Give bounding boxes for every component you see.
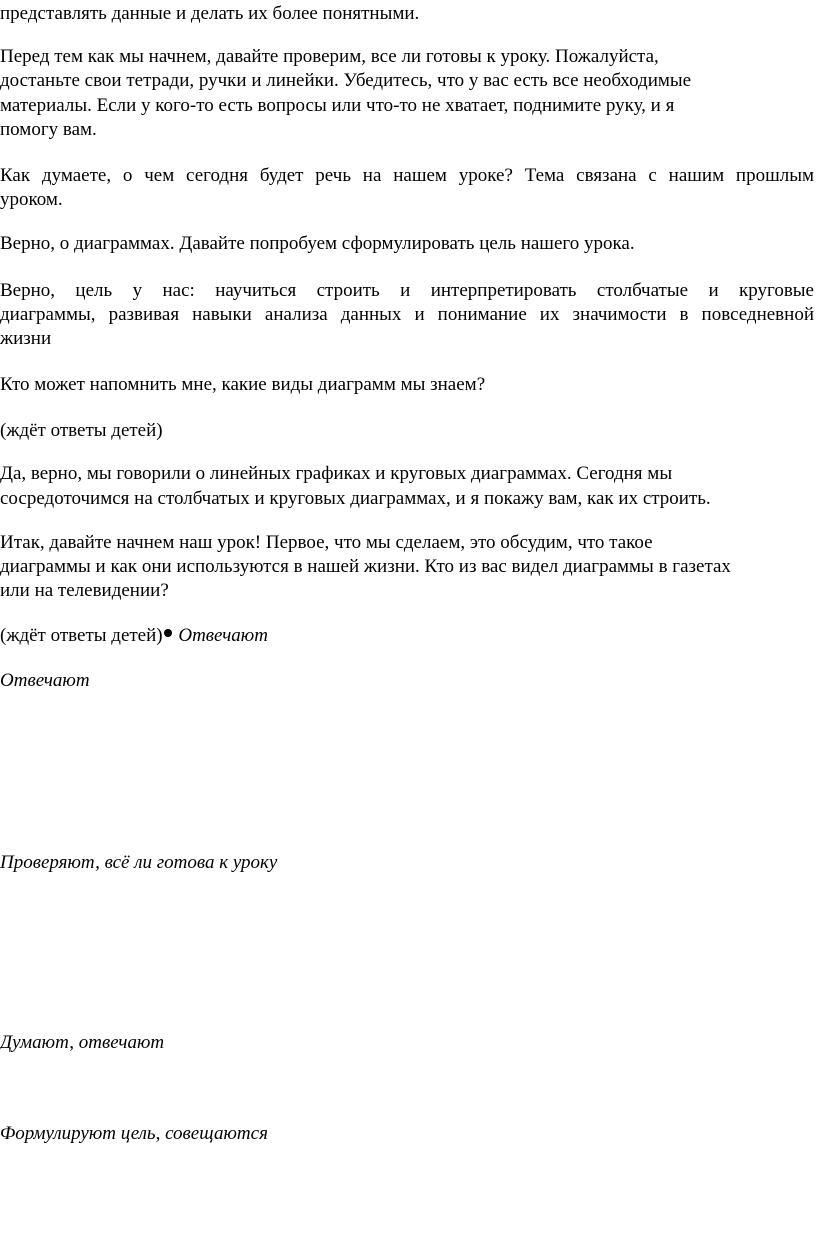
paragraph-line: Верно, цель у нас: научиться строить и интерпретировать столбчатые и круговые (0, 280, 814, 301)
paragraph-line: (ждёт ответы детей) (0, 420, 163, 441)
paragraph-line: достаньте свои тетради, ручки и линейки. Убедитесь, что у вас есть все необходимые (0, 70, 692, 91)
student-action: Проверяют, всё ли готова к уроку (0, 852, 278, 873)
paragraph-line: представлять данные и делать их более понятными. (0, 3, 420, 24)
paragraph-line: Перед тем как мы начнем, давайте проверим, все ли готовы к уроку. Пожалуйста, (0, 46, 659, 67)
teacher-note: (ждёт ответы детей) (0, 625, 163, 646)
paragraph-line: помогу вам. (0, 119, 97, 140)
student-action: Отвечают (0, 670, 90, 691)
student-action: Отвечают (178, 625, 268, 646)
paragraph-line: Как думаете, о чем сегодня будет речь на нашем уроке? Тема связана с нашим прошлым (0, 165, 814, 186)
paragraph-line: диаграммы и как они используются в нашей жизни. Кто из вас видел диаграммы в газетах (0, 556, 731, 577)
student-action: Формулируют цель, совещаются (0, 1123, 268, 1144)
paragraph-line: Верно, о диаграммах. Давайте попробуем сформулировать цель нашего урока. (0, 233, 635, 254)
student-action: Думают, отвечают (0, 1032, 165, 1053)
paragraph-line: диаграммы, развивая навыки анализа данных и понимание их значимости в повседневной (0, 304, 814, 325)
paragraph-line: уроком. (0, 189, 63, 210)
paragraph-line: Итак, давайте начнем наш урок! Первое, что мы сделаем, это обсудим, что такое (0, 532, 653, 553)
paragraph-line: Кто может напомнить мне, какие виды диаграмм мы знаем? (0, 374, 486, 395)
paragraph-line: или на телевидении? (0, 580, 169, 601)
bullet-icon (164, 629, 172, 637)
paragraph-line (0, 624, 268, 647)
paragraph-line: Да, верно, мы говорили о линейных графиках и круговых диаграммах. Сегодня мы (0, 463, 673, 484)
paragraph-line: жизни (0, 328, 52, 349)
paragraph-line: сосредоточимся на столбчатых и круговых диаграммах, и я покажу вам, как их строить. (0, 488, 711, 509)
paragraph-line: материалы. Если у кого-то есть вопросы или что-то не хватает, поднимите руку, и я (0, 95, 675, 116)
